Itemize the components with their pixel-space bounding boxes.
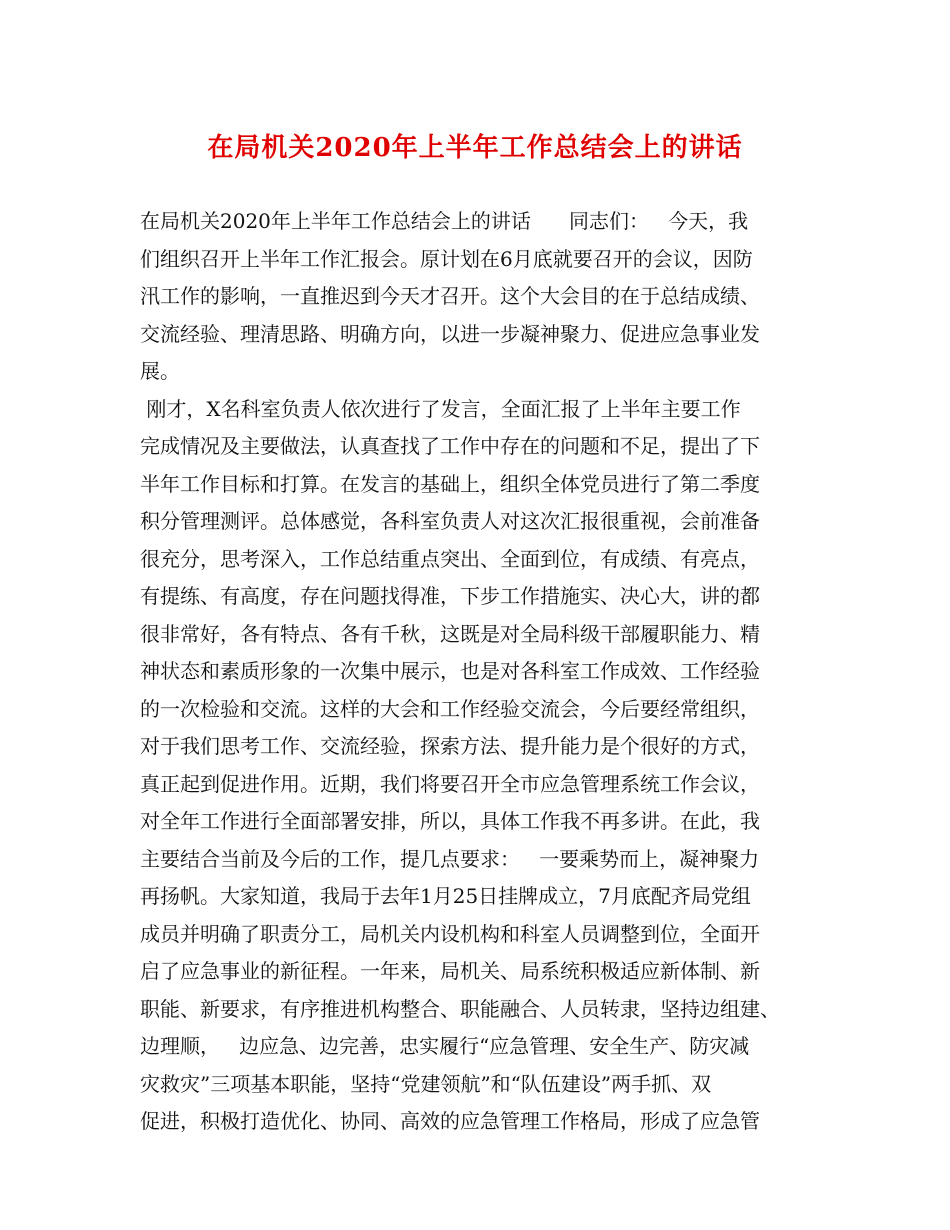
body-line: 启了应急事业的新征程。一年来，局机关、局系统积极适应新体制、新: [140, 959, 760, 983]
body-line: 灾救灾”三项基本职能，坚持“党建领航”和“队伍建设”两手抓、双: [140, 1071, 712, 1096]
document-body: [140, 203, 820, 1141]
body-line: 汛工作的影响，一直推迟到今天才召开。这个大会目的在于总结成绩、: [140, 284, 760, 308]
body-line: 们组织召开上半年工作汇报会。原计划在6月底就要召开的会议，因防: [140, 246, 753, 271]
body-line: 职能、新要求，有序推进机构整合、职能融合、人员转隶，坚持边组建、: [140, 996, 780, 1021]
body-line: 主要结合当前及今后的工作，提几点要求： 一要乘势而上，凝神聚力: [140, 846, 760, 871]
body-line: 神状态和素质形象的一次集中展示，也是对各科室工作成效、工作经验: [140, 659, 760, 683]
body-line: 再扬帆。大家知道，我局于去年1月25日挂牌成立，7月底配齐局党组: [140, 884, 751, 908]
body-line: 促进，积极打造优化、协同、高效的应急管理工作格局，形成了应急管: [140, 1109, 760, 1133]
body-line: 在局机关2020年上半年工作总结会上的讲话 同志们： 今天，我: [140, 209, 749, 233]
body-line: 很非常好，各有特点、各有千秋，这既是对全局科级干部履职能力、精: [140, 621, 760, 646]
document-title: 在局机关2020年上半年工作总结会上的讲话: [207, 133, 743, 163]
body-line: 对于我们思考工作、交流经验，探索方法、提升能力是个很好的方式，: [140, 734, 760, 758]
body-line: 的一次检验和交流。这样的大会和工作经验交流会，今后要经常组织，: [140, 696, 760, 721]
body-line: 交流经验、理清思路、明确方向，以进一步凝神聚力、促进应急事业发: [140, 321, 760, 346]
body-line: 成员并明确了职责分工，局机关内设机构和科室人员调整到位，全面开: [140, 921, 760, 946]
body-line: 有提练、有高度，存在问题找得准，下步工作措施实、决心大，讲的都: [140, 584, 760, 608]
body-line: 积分管理测评。总体感觉，各科室负责人对这次汇报很重视，会前准备: [140, 509, 760, 533]
body-line: 边理顺， 边应急、边完善，忠实履行“应急管理、安全生产、防灾减: [140, 1034, 750, 1058]
body-line: 真正起到促进作用。近期，我们将要召开全市应急管理系统工作会议，: [140, 771, 760, 796]
body-line: 展。: [140, 359, 180, 383]
body-line: 刚才，X名科室负责人依次进行了发言，全面汇报了上半年主要工作: [140, 396, 741, 421]
body-line: 对全年工作进行全面部署安排，所以，具体工作我不再多讲。在此，我: [140, 809, 760, 833]
body-line: 完成情况及主要做法，认真查找了工作中存在的问题和不足，提出了下: [140, 434, 760, 458]
body-line: 很充分，思考深入，工作总结重点突出、全面到位，有成绩、有亮点，: [140, 546, 760, 571]
body-line: 半年工作目标和打算。在发言的基础上，组织全体党员进行了第二季度: [140, 471, 760, 496]
